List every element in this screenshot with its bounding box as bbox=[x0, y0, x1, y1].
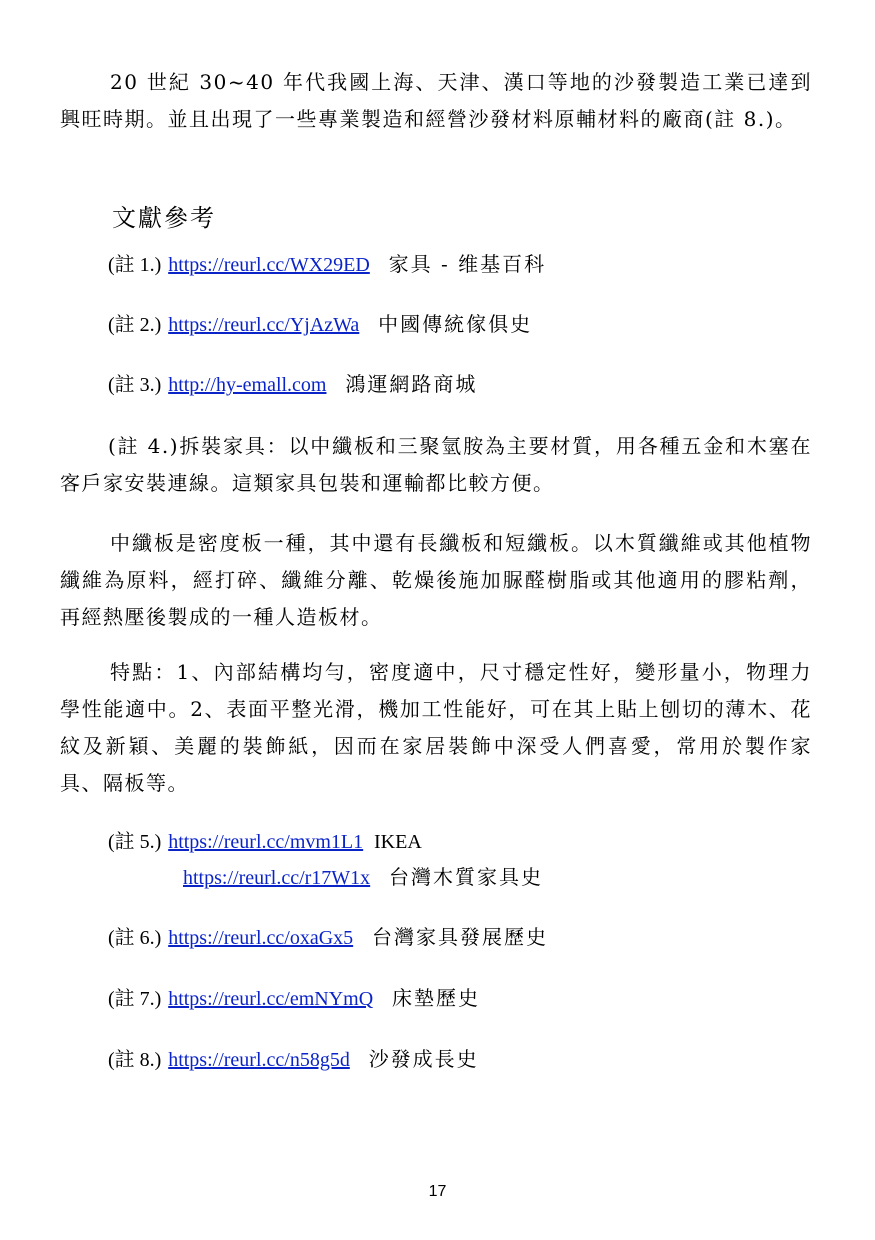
note-7 bbox=[108, 983, 480, 1014]
note-5-secondary bbox=[183, 862, 543, 893]
note-6-mark: (註 6.) bbox=[108, 927, 162, 949]
note-5 bbox=[108, 826, 422, 857]
note-5-desc: IKEA bbox=[374, 831, 422, 853]
intro-paragraph: 20 世紀 30~40 年代我國上海、天津、漢口等地的沙發製造工業已達到興旺時期。並且出現了一些專業製造和經營沙發材料原輔材料的廠商(註 8.)。 bbox=[60, 70, 812, 131]
page-number: 17 bbox=[428, 1183, 447, 1200]
note-6-desc: 台灣家具發展歷史 bbox=[372, 925, 548, 949]
note-7-link[interactable]: https://reurl.cc/emNYmQ bbox=[168, 988, 374, 1010]
note-1-link[interactable]: https://reurl.cc/WX29ED bbox=[168, 254, 370, 276]
note-2 bbox=[108, 309, 532, 340]
features-paragraph: 特點：1、內部結構均勻，密度適中，尺寸穩定性好，變形量小，物理力學性能適中。2、表面平整光滑，機加工性能好，可在其上貼上刨切的薄木、花紋及新穎、美麗的裝飾紙，因而在家居裝飾中深受人們喜愛，常用於製作家具、隔板等。 bbox=[60, 660, 812, 795]
note-8-mark: (註 8.) bbox=[108, 1049, 162, 1071]
note-7-desc: 床墊歷史 bbox=[392, 986, 480, 1010]
note-6-link[interactable]: https://reurl.cc/oxaGx5 bbox=[168, 927, 354, 949]
note-5-desc-2: 台灣木質家具史 bbox=[389, 865, 544, 889]
mdf-description-paragraph: 中纖板是密度板一種，其中還有長纖板和短纖板。以木質纖維或其他植物纖維為原料，經打碎、纖維分離、乾燥後施加脲醛樹脂或其他適用的膠粘劑，再經熱壓後製成的一種人造板材。 bbox=[60, 531, 812, 629]
note-8-desc: 沙發成長史 bbox=[368, 1047, 479, 1071]
note-3-mark: (註 3.) bbox=[108, 374, 162, 396]
note-2-desc: 中國傳統傢俱史 bbox=[378, 312, 533, 336]
note-1-desc: 家具 - 维基百科 bbox=[388, 252, 547, 276]
note-4-paragraph: (註 4.)拆裝家具：以中纖板和三聚氫胺為主要材質，用各種五金和木塞在客戶家安裝連線。這類家具包裝和運輸都比較方便。 bbox=[60, 434, 812, 495]
note-1-mark: (註 1.) bbox=[108, 254, 162, 276]
note-2-link[interactable]: https://reurl.cc/YjAzWa bbox=[168, 314, 360, 336]
note-5-link-2[interactable]: https://reurl.cc/r17W1x bbox=[183, 867, 371, 889]
note-5-link[interactable]: https://reurl.cc/mvm1L1 bbox=[168, 831, 364, 853]
note-2-mark: (註 2.) bbox=[108, 314, 162, 336]
note-1 bbox=[108, 249, 546, 280]
note-8 bbox=[108, 1044, 479, 1075]
note-6 bbox=[108, 922, 548, 953]
note-3 bbox=[108, 369, 477, 400]
note-7-mark: (註 7.) bbox=[108, 988, 162, 1010]
note-5-mark: (註 5.) bbox=[108, 831, 162, 853]
note-3-link[interactable]: http://hy-emall.com bbox=[168, 374, 327, 396]
references-heading: 文獻參考 bbox=[112, 204, 216, 232]
note-8-link[interactable]: https://reurl.cc/n58g5d bbox=[168, 1049, 350, 1071]
note-3-desc: 鴻運網路商城 bbox=[345, 372, 478, 396]
